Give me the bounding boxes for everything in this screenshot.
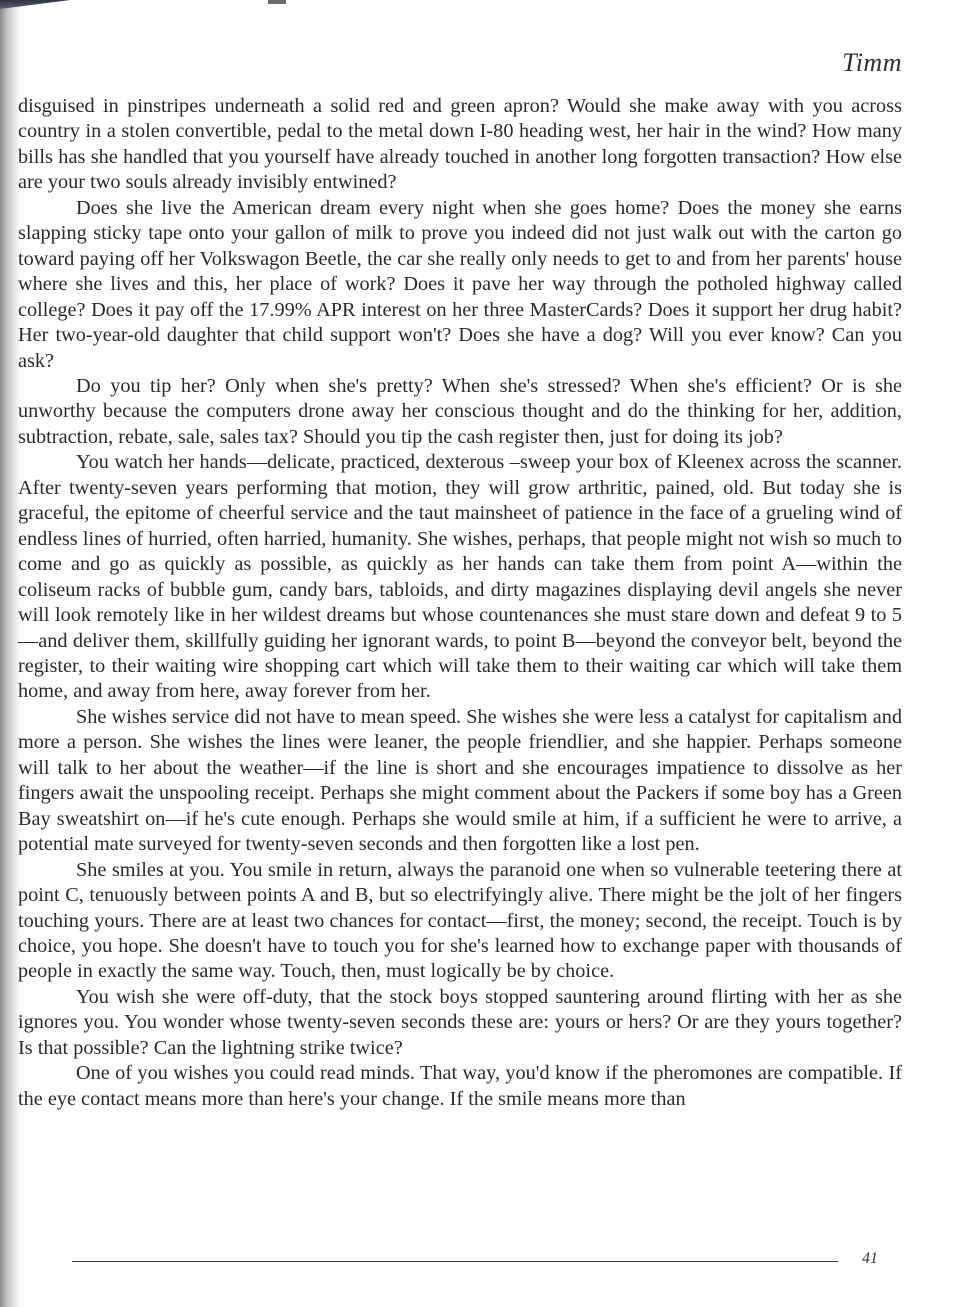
corner-mark: [0, 0, 70, 9]
paragraph-4: You watch her hands—delicate, practiced, dexterous –sweep your box of Kleenex across the scanner. After twenty-seven years performing that motion, they will grow arthritic, pained, old. But today she is graceful, the epitome of cheerful service and the taut mainsheet of patience in the face of a grueling wind of endless lines of hurried, often harried, humanity. She wishes, perhaps, that people might not wish so much to come and go as quickly as possible, as quickly as her hands can take them from point A—within the coliseum racks of bubble gum, candy bars, tabloids, and dirty magazines displaying devil angels she never will look remotely like in her wildest dreams but whose countenances she must stare down and defeat 9 to 5—and deliver them, skillfully guiding her ignorant wards, to point B—beyond the conveyor belt, beyond the register, to their waiting wire shopping cart which will take them to their waiting car which will take them home, and away from here, away forever from her.: [18, 451, 902, 703]
paragraph-2: Does she live the American dream every night when she goes home? Does the money she earns slapping sticky tape onto your gallon of milk to prove you indeed did not just walk out with the carton go toward paying off her Volkswagon Beetle, the car she really only needs to get to and from her parents' house where she lives and this, her place of work? Does it pave her way through the potholed highway called college? Does it pay off the 17.99% APR interest on her three MasterCards? Does it support her drug habit? Her two-year-old daughter that child support won't? Does she have a dog? Will you ever know? Can you ask?: [18, 196, 902, 372]
paragraph-6: She smiles at you. You smile in return, always the paranoid one when so vulnerable teetering there at point C, tenuously between points A and B, but so electrifyingly alive. There might be the jolt of her fingers touching yours. There are at least two chances for contact—first, the money; second, the receipt. Touch is by choice, you hope. She doesn't have to touch you for she's learned how to exchange paper with thousands of people in exactly the same way. Touch, then, must logically be by choice.: [18, 858, 902, 983]
paragraph-7: You wish she were off-duty, that the stock boys stopped sauntering around flirting with her as she ignores you. You wonder whose twenty-seven seconds these are: yours or hers? Or are they yours together? Is that possible? Can the lightning strike twice?: [18, 985, 902, 1059]
page-number: 41: [862, 1250, 878, 1267]
paragraph-1: disguised in pinstripes underneath a solid red and green apron? Would she make away with you across country in a stolen convertible, pedal to the metal down I-80 heading west, her hair in the wind? How many bills has she handled that you yourself have already touched in another long forgotten transaction? How else are your two souls already invisibly entwined?: [18, 95, 902, 194]
body-text: [18, 94, 902, 1112]
paragraph-8: One of you wishes you could read minds. That way, you'd know if the pheromones are compatible. If the eye contact means more than here's your change. If the smile means more than: [18, 1062, 902, 1110]
footer-rule: [72, 1261, 838, 1262]
top-tick-mark: [268, 0, 286, 4]
running-head: Timm: [842, 48, 902, 77]
paragraph-3: Do you tip her? Only when she's pretty? When she's stressed? When she's efficient? Or is she unworthy because the computers drone away her conscious thought and do the thinking for her, addition, subtraction, rebate, sale, sales tax? Should you tip the cash register then, just for doing its job?: [18, 374, 902, 448]
paragraph-5: She wishes service did not have to mean speed. She wishes she were less a catalyst for capitalism and more a person. She wishes the lines were leaner, the people friendlier, and she happier. Perhaps someone will talk to her about the weather—if the line is short and she encourages impatience to dissolve as her fingers await the unspooling receipt. Perhaps she might comment about the Packers if some boy has a Green Bay sweatshirt on—if he's cute enough. Perhaps she would smile at him, if a sufficient he were to arrive, a potential mate surveyed for twenty-seven seconds and then forgotten like a lost pen.: [18, 705, 902, 856]
